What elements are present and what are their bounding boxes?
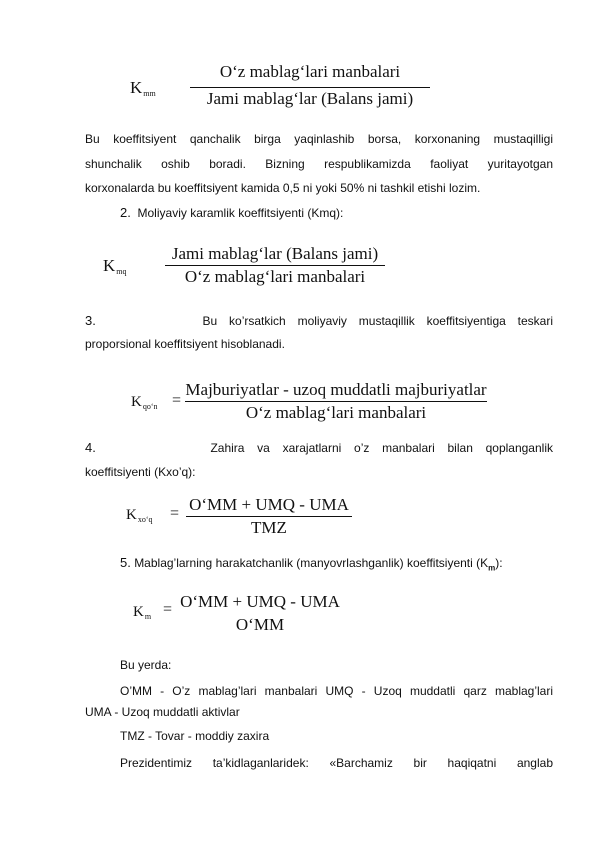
paragraph-line: koeffitsiyenti (Kxo’q): [85,465,196,479]
paragraph-line: Prezidentimiz ta’kidlaganlaridek: «Barchamiz bir haqiqatni anglab [120,756,553,770]
formula-variable: $K_{mm}$ [130,78,156,98]
equals-sign: = [163,601,173,618]
formula-denominator: O‘z mablag‘lari manbalari [245,403,427,422]
formula-denominator: O‘z mablag‘lari manbalari [184,267,366,286]
list-item-2: 2. Moliyaviy karamlik koeffitsiyenti (Kmq): [120,205,344,220]
equals-sign: = [172,392,182,409]
formula-variable: $K_{mq}$ [103,256,127,276]
formula-denominator: O‘MM [235,615,285,634]
paragraph-line: Bu koeffitsiyent qanchalik birga yaqinlashib borsa, korxonaning mustaqilligi [85,132,553,146]
formula-variable: $K_{qo‘n}$ [131,394,158,411]
equals-sign: = [170,505,180,522]
legend-line: TMZ - Tovar - moddiy zaxira [120,729,270,743]
list-item-5: 5. Mablag’larning harakatchanlik (manyovrlashganlik) koeffitsiyenti $(K_m)$: [120,555,503,573]
formula-denominator: Jami mablag‘lar (Balans jami) [206,89,414,108]
legend-line: UMA - Uzoq muddatli aktivlar [85,705,240,719]
list-item-4: 4. Zahira va xarajatlarni o’z manbalari bilan qoplanganlik [85,440,553,455]
fraction-bar [185,401,487,402]
formula-numerator: O‘MM + UMQ - UMA [189,495,349,514]
formula-numerator: Jami mablag‘lar (Balans jami) [171,244,379,263]
legend-intro: Bu yerda: [120,658,172,672]
formula-variable: $K_{xo‘q}$ [126,507,153,524]
fraction-bar [165,265,385,266]
formula-numerator: O‘z mablag‘lari manbalari [219,62,401,81]
formula-numerator: Majburiyatlar - uzoq muddatli majburiyatlar [185,380,487,399]
formula-variable: $K_m$ [133,604,152,621]
paragraph-line: korxonalarda bu koeffitsiyent kamida 0,5 ni yoki 50% ni tashkil etishi lozim. [85,181,481,195]
paragraph-line: shunchalik oshib boradi. Bizning respublikamizda faoliyat yuritayotgan [85,157,553,171]
legend-line: O’MM - O’z mablag’lari manbalari UMQ - Uzoq muddatli qarz mablag’lari [120,684,553,698]
list-item-3: 3. Bu ko’rsatkich moliyaviy mustaqillik koeffitsiyentiga teskari [85,313,553,328]
formula-numerator: O‘MM + UMQ - UMA [180,592,340,611]
paragraph-line: proporsional koeffitsiyent hisoblanadi. [85,337,285,351]
formula-denominator: TMZ [251,518,287,537]
fraction-bar [190,87,430,88]
fraction-bar [186,516,352,517]
